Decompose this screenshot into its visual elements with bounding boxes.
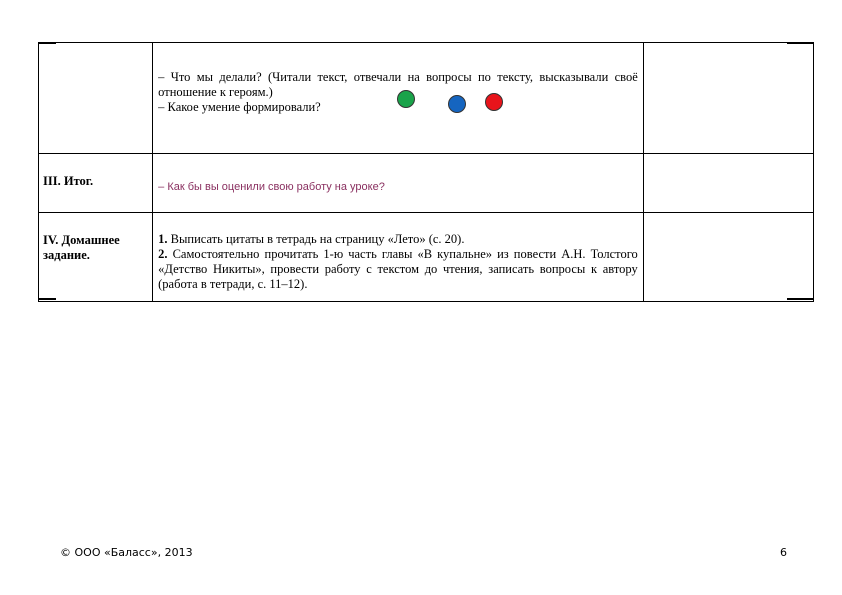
table-row [39, 154, 814, 213]
item-number: 2. [158, 247, 168, 261]
stage-label: III. Итог. [43, 174, 94, 188]
stage-label: IV. Домашнее задание. [43, 233, 120, 262]
stage-cell [39, 154, 153, 213]
reflection-question-1: – Что мы делали? (Читали текст, отвечали на вопросы по тексту, высказывали своё отношение к героям.) [158, 70, 638, 99]
item-text: Выписать цитаты в тетрадь на страницу «Лето» (с. 20). [167, 232, 465, 246]
homework-item-1 [158, 232, 638, 247]
corner-mark [787, 298, 814, 300]
summary-question: – Как бы вы оценили свою работу на уроке? [158, 181, 385, 193]
stage-cell [39, 213, 153, 302]
item-text: Самостоятельно прочитать 1-ю часть главы «В купальне» из повести А.Н. Толстого «Детство Никиты», провести работу с текстом до чтения, записать вопросы к автору (работа в тетради, с. 11–12). [158, 247, 638, 291]
table-row [39, 43, 814, 154]
content-cell [153, 213, 644, 302]
table-row [39, 213, 814, 302]
corner-mark [38, 298, 56, 300]
green-circle-icon [397, 90, 415, 108]
notes-cell [643, 213, 813, 302]
stage-cell [39, 43, 153, 154]
homework-item-2 [158, 247, 638, 292]
notes-cell [643, 43, 813, 154]
page-number: 6 [780, 546, 787, 559]
red-circle-icon [485, 93, 503, 111]
lesson-table [38, 42, 814, 302]
blue-circle-icon [448, 95, 466, 113]
copyright-text: © ООО «Баласс», 2013 [60, 546, 193, 559]
corner-mark [38, 42, 56, 44]
content-cell [153, 154, 644, 213]
notes-cell [643, 154, 813, 213]
corner-mark [787, 42, 814, 44]
reflection-question-2: – Какое умение формировали? [158, 100, 321, 114]
item-number: 1. [158, 232, 168, 246]
